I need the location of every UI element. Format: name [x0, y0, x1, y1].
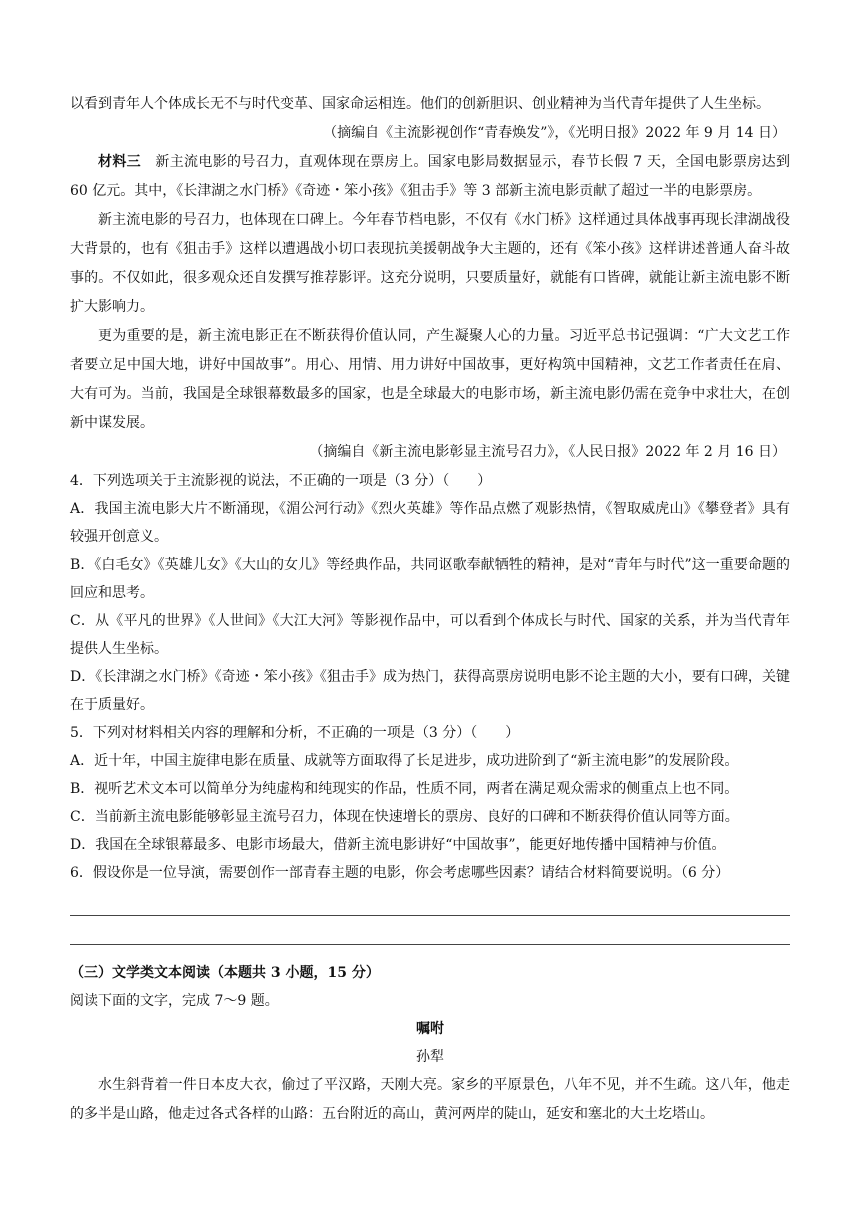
question-4-option-c: C．从《平凡的世界》《人世间》《大江大河》等影视作品中，可以看到个体成长与时代、国家的关系，并为当代青年提供人生坐标。 [70, 613, 790, 657]
material2-tail: 以看到青年人个体成长无不与时代变革、国家命运相连。他们的创新胆识、创业精神为当代青年提供了人生坐标。 [70, 96, 770, 112]
question-5-option-c: C．当前新主流电影能够彰显主流号召力，体现在快速增长的票房、良好的口碑和不断获得价值认同等方面。 [70, 809, 739, 825]
material3-paragraph-1 [70, 148, 790, 206]
material3-paragraph-3: 更为重要的是，新主流电影正在不断获得价值认同，产生凝聚人心的力量。习近平总书记强调：“广大文艺工作者要立足中国大地，讲好中国故事”。用心、用情、用力讲好中国故事，更好构筑中国精神，文艺工作者责任在肩、大有可为。当前，我国是全球银幕数最多的国家，也是全球最大的电影市场，新主流电影仍需在竞争中求壮大，在创新中谋发展。 [70, 328, 790, 431]
question-4-option-a: A．我国主流电影大片不断涌现，《湄公河行动》《烈火英雄》等作品点燃了观影热情，《智取威虎山》《攀登者》具有较强开创意义。 [70, 501, 790, 545]
material3-label: 材料三 [98, 154, 142, 170]
material2-source: （摘编自《主流影视创作“青春焕发”》，《光明日报》2022 年 9 月 14 日） [323, 125, 786, 141]
section-3-title: （三）文学类文本阅读（本题共 3 小题，15 分） [70, 965, 380, 981]
answer-line-1[interactable] [70, 895, 790, 916]
material3-paragraph-2: 新主流电影的号召力，也体现在口碑上。今年春节档电影，不仅有《水门桥》这样通过具体战事再现长津湖战役大背景的，也有《狙击手》这样以遭遇战小切口表现抗美援朝战争大主题的，还有《笨小孩》这样讲述普通人奋斗故事的。不仅如此，很多观众还自发撰写推荐影评。这充分说明，只要质量好，就能有口皆碑，就能让新主流电影不断扩大影响力。 [70, 212, 790, 315]
material3-p1-text: 新主流电影的号召力，直观体现在票房上。国家电影局数据显示，春节长假 7 天，全国电影票房达到 60 亿元。其中，《长津湖之水门桥》《奇迹・笨小孩》《狙击手》等 3 部新主流电影贡献了超过一半的电影票房。 [70, 154, 791, 199]
question-5-option-b: B．视听艺术文本可以简单分为纯虚构和纯现实的作品，性质不同，两者在满足观众需求的侧重点上也不同。 [70, 781, 739, 797]
story-paragraph-1: 水生斜背着一件日本皮大衣，偷过了平汉路，天刚大亮。家乡的平原景色，八年不见，并不生疏。这八年，他走的多半是山路，他走过各式各样的山路：五台附近的高山，黄河两岸的陡山，延安和塞北的大土圪塔山。 [70, 1077, 790, 1122]
material3-source: （摘编自《新主流电影彰显主流号召力》，《人民日报》2022 年 2 月 16 日） [309, 444, 786, 460]
section-3-instruction: 阅读下面的文字，完成 7～9 题。 [70, 993, 279, 1009]
question-4-option-d: D．《长津湖之水门桥》《奇迹・笨小孩》《狙击手》成为热门，获得高票房说明电影不论主题的大小，要有口碑，关键在于质量好。 [70, 669, 790, 713]
question-5-option-a: A．近十年，中国主旋律电影在质量、成就等方面取得了长足进步，成功进阶到了“新主流电影”的发展阶段。 [70, 753, 739, 769]
question-4-option-b: B．《白毛女》《英雄儿女》《大山的女儿》等经典作品，共同讴歌奉献牺牲的精神，是对“青年与时代”这一重要命题的回应和思考。 [70, 557, 790, 601]
question-4-stem: 4．下列选项关于主流影视的说法，不正确的一项是（3 分）（ ） [70, 473, 492, 489]
question-5-option-d: D．我国在全球银幕最多、电影市场最大，借新主流电影讲好“中国故事”，能更好地传播中国精神与价值。 [70, 837, 726, 853]
answer-line-2[interactable] [70, 924, 790, 945]
question-6-stem: 6．假设你是一位导演，需要创作一部青春主题的电影，你会考虑哪些因素？请结合材料简要说明。（6 分） [70, 865, 730, 881]
story-title: 嘱咐 [416, 1021, 444, 1037]
exam-page [70, 90, 790, 1129]
question-5-stem: 5．下列对材料相关内容的理解和分析，不正确的一项是（3 分）（ ） [70, 725, 520, 741]
story-author: 孙犁 [416, 1049, 444, 1065]
